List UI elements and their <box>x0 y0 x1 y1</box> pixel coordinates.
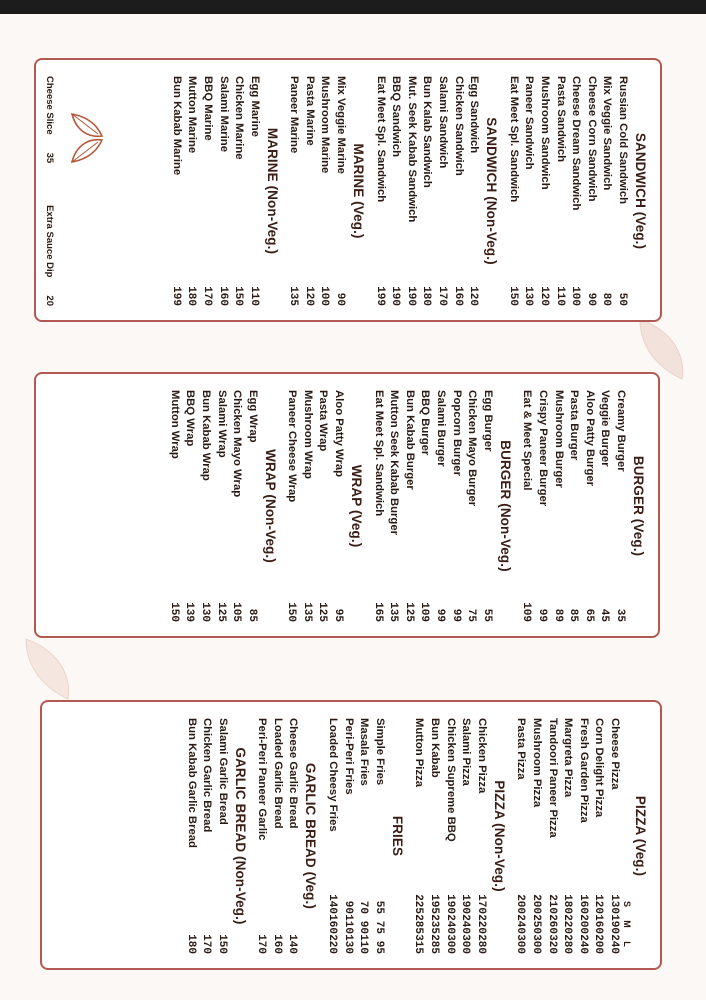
size-prices <box>591 894 606 954</box>
size-prices <box>528 894 543 954</box>
price-m: 235 <box>428 914 441 934</box>
size-prices <box>371 894 386 954</box>
price-s: 210 <box>545 894 558 914</box>
menu-item <box>340 718 356 954</box>
item-price: 125 <box>402 602 415 622</box>
item-name: Fresh Garden Pizza <box>577 718 590 823</box>
menu-item <box>519 390 535 622</box>
item-name: Margreta Pizza <box>562 718 575 798</box>
price-s: 200 <box>530 894 543 914</box>
item-price: 45 <box>598 608 611 622</box>
size-prices <box>513 894 528 954</box>
menu-item <box>269 718 285 954</box>
item-price: 170 <box>436 286 449 306</box>
price-m: 240 <box>443 914 456 934</box>
item-name: Salami Burger <box>435 390 448 467</box>
menu-item <box>568 76 584 306</box>
menu-item <box>215 76 231 306</box>
menu-item <box>505 76 521 306</box>
item-name: Peri-Peri Fries <box>342 718 355 795</box>
item-name: Pasta Burger <box>568 390 581 461</box>
extra-sauce-dip: Extra Sauce Dip20 <box>44 205 55 306</box>
menu-item <box>168 76 184 306</box>
item-price: 135 <box>387 602 400 622</box>
item-name: Chicken Mayo Wrap <box>231 390 244 498</box>
item-name: Salami Marine <box>217 76 230 152</box>
menu-item <box>229 390 245 622</box>
item-name: Mutton Wrap <box>168 390 181 459</box>
price-m: 75 <box>372 920 385 934</box>
item-name: Bun Kabab Burger <box>403 390 416 490</box>
menu-item <box>591 718 607 954</box>
menu-item <box>184 76 200 306</box>
menu-item <box>464 390 480 622</box>
item-name: Aloo Patty Burger <box>583 390 596 487</box>
price-m: 285 <box>412 914 425 934</box>
item-price: 199 <box>169 286 182 306</box>
menu-item <box>597 390 613 622</box>
menu-item <box>356 718 372 954</box>
price-m: 260 <box>545 914 558 934</box>
price-l: 240 <box>608 934 620 954</box>
menu-item <box>371 718 387 954</box>
item-price: 105 <box>230 602 243 622</box>
item-name: Egg Sandwich <box>468 76 481 154</box>
item-price: 180 <box>185 286 198 306</box>
menu-item <box>466 76 482 306</box>
garlic-veg-list <box>254 718 301 954</box>
item-price: 99 <box>536 608 549 622</box>
menu-item <box>411 718 427 954</box>
item-name: Veggie Burger <box>599 390 612 467</box>
menu-item <box>419 76 435 306</box>
price-s: 190 <box>443 894 456 914</box>
menu-item <box>214 718 230 954</box>
item-name: Salami Sandwich <box>437 76 450 169</box>
price-l: 300 <box>514 934 527 954</box>
menu-item <box>552 76 568 306</box>
item-name: Mushroom Marine <box>319 76 332 174</box>
item-price: 160 <box>216 286 229 306</box>
item-name: Bun Kabab Garlic Bread <box>185 718 198 848</box>
item-name: Masala Fries <box>358 718 371 786</box>
menu-item <box>388 76 404 306</box>
menu-item <box>583 76 599 306</box>
price-m: 90 <box>357 920 370 934</box>
section-title: WRAP (Veg.) <box>349 464 365 548</box>
item-price: 89 <box>551 608 564 622</box>
item-price: 99 <box>449 608 462 622</box>
menu-item <box>473 718 489 954</box>
price-s: 190 <box>459 894 472 914</box>
size-prices <box>458 894 473 954</box>
item-name: Cheese Corn Sandwich <box>585 76 598 202</box>
section-title: MARINE (Non-Veg.) <box>264 127 280 255</box>
item-name: Corn Delight Pizza <box>593 718 606 818</box>
price-l: 95 <box>372 940 385 954</box>
price-s: 180 <box>561 894 574 914</box>
panel-2-sections <box>166 390 646 622</box>
section-title: BURGER (Veg.) <box>631 455 646 557</box>
item-price: 165 <box>371 602 384 622</box>
item-name: Mutton Seek Kabab Burger <box>388 390 401 535</box>
size-prices <box>442 894 457 954</box>
menu-item <box>284 390 300 622</box>
size-prices <box>544 894 559 954</box>
faded-leaf-decoration-icon <box>16 634 76 704</box>
menu-item <box>285 718 301 954</box>
menu-item <box>614 76 630 306</box>
item-name: Egg Marine <box>248 76 261 137</box>
item-price: 170 <box>200 934 213 954</box>
item-price: 140 <box>286 934 299 954</box>
menu-item <box>426 718 442 954</box>
item-name: BBQ Burger <box>419 390 432 456</box>
item-price: 139 <box>183 602 196 622</box>
menu-item <box>528 718 544 954</box>
price-s: 225 <box>412 894 425 914</box>
pizza-veg-list <box>513 718 622 954</box>
item-name: Salami Wrap <box>215 390 228 458</box>
garlic-nonveg-list <box>183 718 230 954</box>
price-m: 160 <box>326 914 339 934</box>
scan-top-edge <box>0 0 706 14</box>
item-name: Mix Veggie Marine <box>335 76 348 174</box>
price-l: 130 <box>341 934 354 954</box>
item-name: Paneer Marine <box>288 76 301 154</box>
item-name: Chicken Sandwich <box>452 76 465 176</box>
price-m: 160 <box>592 914 605 934</box>
price-l: 280 <box>474 934 487 954</box>
item-price: 50 <box>616 292 628 306</box>
item-name: Mut. Seek Kabab Sandwich <box>405 76 418 223</box>
item-name: Pasta Marine <box>303 76 316 146</box>
menu-item <box>544 718 560 954</box>
size-prices <box>426 894 441 954</box>
item-name: Mushroom Sandwich <box>539 76 552 190</box>
panel-1-sections <box>168 76 648 306</box>
price-s: 200 <box>514 894 527 914</box>
menu-item <box>182 390 198 622</box>
menu-item <box>166 390 182 622</box>
menu-item <box>333 76 349 306</box>
item-price: 110 <box>247 286 260 306</box>
menu-panel-sandwich-marine <box>34 58 662 322</box>
menu-item <box>386 390 402 622</box>
menu-item <box>231 76 247 306</box>
menu-item <box>417 390 433 622</box>
price-l: 200 <box>592 934 605 954</box>
menu-item <box>432 390 448 622</box>
item-name: Eat Meet Spl. Sandwich <box>372 390 385 517</box>
item-price: 120 <box>467 286 480 306</box>
item-name: Cheese Dream Sandwich <box>570 76 583 211</box>
menu-item <box>566 390 582 622</box>
price-s: 130 <box>608 894 620 914</box>
item-name: Loaded Cheesy Fries <box>327 718 340 832</box>
item-name: Creamy Burger <box>615 390 627 472</box>
price-s: 170 <box>474 894 487 914</box>
item-price: 135 <box>300 602 313 622</box>
price-l: 320 <box>545 934 558 954</box>
menu-item <box>183 718 199 954</box>
item-name: Egg Burger <box>481 390 494 452</box>
item-name: Chicken Marine <box>233 76 246 160</box>
item-name: Mushroom Burger <box>552 390 565 488</box>
section-title: MARINE (Veg.) <box>351 143 367 239</box>
menu-item <box>450 76 466 306</box>
section-title: GARLIC BREAD (Non-Veg.) <box>232 747 248 925</box>
section-title: GARLIC BREAD (Veg.) <box>303 763 319 909</box>
rotated-menu-spread <box>0 14 706 1000</box>
menu-item <box>606 718 622 954</box>
menu-item <box>442 718 458 954</box>
menu-item <box>479 390 495 622</box>
menu-item <box>244 390 260 622</box>
item-price: 100 <box>569 286 582 306</box>
item-name: Pasta Wrap <box>317 390 330 452</box>
menu-panel-burger-wrap <box>34 372 660 638</box>
menu-item <box>199 718 215 954</box>
item-price: 80 <box>600 292 613 306</box>
item-price: 135 <box>287 286 300 306</box>
section-title: FRIES <box>389 815 405 857</box>
cheese-slice-extra: Cheese Slice35 <box>44 76 55 164</box>
section-title: WRAP (Non-Veg.) <box>262 449 278 563</box>
item-name: Cheese Garlic Bread <box>287 718 300 829</box>
item-name: Simple Fries <box>373 718 386 786</box>
size-prices <box>325 894 340 954</box>
item-name: Salami Pizza <box>460 718 473 786</box>
menu-item <box>401 390 417 622</box>
size-prices <box>575 894 590 954</box>
menu-item <box>581 390 597 622</box>
menu-item <box>550 390 566 622</box>
item-price: 160 <box>451 286 464 306</box>
price-l: 300 <box>459 934 472 954</box>
item-price: 109 <box>418 602 431 622</box>
menu-item <box>301 76 317 306</box>
item-price: 180 <box>184 934 197 954</box>
menu-item <box>315 390 331 622</box>
item-price: 100 <box>318 286 331 306</box>
price-l: 300 <box>443 934 456 954</box>
menu-item <box>612 390 628 622</box>
item-price: 35 <box>614 608 626 622</box>
item-name: Russian Cold Sandwich <box>617 76 629 205</box>
item-price: 120 <box>538 286 551 306</box>
item-name: Paneer Sandwich <box>523 76 536 170</box>
menu-item <box>197 390 213 622</box>
item-price: 85 <box>567 608 580 622</box>
item-name: Mutton Pizza <box>413 718 426 788</box>
item-price: 75 <box>465 608 478 622</box>
item-name: Loaded Garlic Bread <box>271 718 284 829</box>
price-s: 120 <box>592 894 605 914</box>
price-s: 140 <box>326 894 339 914</box>
menu-item <box>458 718 474 954</box>
menu-item <box>599 76 615 306</box>
item-name: Aloo Patty Wrap <box>333 390 346 478</box>
price-l: 220 <box>326 934 339 954</box>
item-price: 125 <box>316 602 329 622</box>
item-name: Chicken Pizza <box>475 718 488 794</box>
menu-item <box>403 76 419 306</box>
price-m: 200 <box>576 914 589 934</box>
menu-item <box>246 76 262 306</box>
menu-item <box>434 76 450 306</box>
item-name: Mushroom Pizza <box>531 718 544 808</box>
menu-item <box>536 76 552 306</box>
menu-sheet <box>0 14 706 1000</box>
item-name: Eat & Meet Special <box>521 390 534 491</box>
price-m: 220 <box>474 914 487 934</box>
price-l: 315 <box>412 934 425 954</box>
leaf-ornament-icon <box>66 108 106 168</box>
size-header: S M L <box>622 900 632 947</box>
menu-item <box>372 76 388 306</box>
menu-item <box>286 76 302 306</box>
item-price: 109 <box>520 602 533 622</box>
price-s: 195 <box>428 894 441 914</box>
price-m: 190 <box>608 914 620 934</box>
fries-list <box>325 718 387 954</box>
item-name: Pasta Sandwich <box>554 76 567 163</box>
menu-item <box>448 390 464 622</box>
item-name: Peri-Peri Paneer Garlic <box>256 718 269 841</box>
item-name: Tandoori Paneer Pizza <box>546 718 559 838</box>
section-title: SANDWICH (Veg.) <box>633 132 648 250</box>
price-l: 110 <box>357 934 370 954</box>
item-price: 180 <box>420 286 433 306</box>
item-price: 99 <box>434 608 447 622</box>
price-m: 250 <box>530 914 543 934</box>
item-price: 85 <box>245 608 258 622</box>
item-name: BBQ Wrap <box>184 390 197 447</box>
menu-item <box>325 718 341 954</box>
item-price: 95 <box>332 608 345 622</box>
item-name: Mix Veggie Sandwich <box>601 76 614 191</box>
item-price: 150 <box>167 602 180 622</box>
item-price: 65 <box>582 608 595 622</box>
menu-item <box>534 390 550 622</box>
item-name: Paneer Cheese Wrap <box>286 390 299 503</box>
item-price: 150 <box>215 934 228 954</box>
item-name: Chicken Mayo Burger <box>466 390 479 507</box>
item-name: Bun Kabab Marine <box>170 76 183 176</box>
item-price: 160 <box>270 934 283 954</box>
item-name: BBQ Marine <box>201 76 214 141</box>
item-name: Cheese Pizza <box>609 718 621 790</box>
section-title: PIZZA (Non-Veg.) <box>491 780 507 892</box>
menu-panel-pizza-fries-garlic <box>40 700 662 970</box>
extras-footer <box>44 76 55 306</box>
menu-item <box>254 718 270 954</box>
menu-item <box>331 390 347 622</box>
menu-item <box>370 390 386 622</box>
item-price: 120 <box>302 286 315 306</box>
item-price: 55 <box>480 608 493 622</box>
menu-item <box>560 718 576 954</box>
item-price: 150 <box>506 286 519 306</box>
price-l: 240 <box>576 934 589 954</box>
size-prices <box>340 894 355 954</box>
menu-item <box>317 76 333 306</box>
menu-item <box>199 76 215 306</box>
section-title: SANDWICH (Non-Veg.) <box>484 117 500 265</box>
item-price: 199 <box>373 286 386 306</box>
item-price: 170 <box>200 286 213 306</box>
pizza-nonveg-list <box>411 718 489 954</box>
item-price: 130 <box>198 602 211 622</box>
item-price: 110 <box>553 286 566 306</box>
item-name: Mushroom Wrap <box>301 390 314 479</box>
price-l: 280 <box>561 934 574 954</box>
size-prices <box>356 894 371 954</box>
menu-item <box>213 390 229 622</box>
item-price: 130 <box>522 286 535 306</box>
item-price: 125 <box>214 602 227 622</box>
size-prices <box>411 894 426 954</box>
item-name: Eat Meet Spl. Sandwich <box>374 76 387 203</box>
item-name: Bun Kabab Wrap <box>199 390 212 481</box>
item-name: Eat Meet Spl. Sandwich <box>507 76 520 203</box>
menu-item <box>299 390 315 622</box>
item-name: Bun Kalab Sandwich <box>421 76 434 188</box>
item-price: 190 <box>389 286 402 306</box>
item-name: Salami Garlic Bread <box>216 718 229 825</box>
item-name: Mutton Marine <box>186 76 199 154</box>
price-m: 110 <box>341 914 354 934</box>
item-price: 90 <box>584 292 597 306</box>
section-title: PIZZA (Veg.) <box>633 795 648 877</box>
menu-item <box>575 718 591 954</box>
price-s: 160 <box>576 894 589 914</box>
item-name: Popcorn Burger <box>450 390 463 476</box>
item-price: 150 <box>232 286 245 306</box>
price-m: 240 <box>459 914 472 934</box>
price-l: 285 <box>428 934 441 954</box>
item-price: 190 <box>404 286 417 306</box>
item-name: Crispy Paneer Burger <box>537 390 550 507</box>
item-price: 170 <box>255 934 268 954</box>
item-name: Pasta Pizza <box>515 718 528 780</box>
item-name: Chicken Garlic Bread <box>201 718 214 833</box>
size-prices <box>606 894 621 954</box>
price-l: 300 <box>530 934 543 954</box>
item-price: 90 <box>334 292 347 306</box>
menu-item <box>513 718 529 954</box>
size-prices <box>473 894 488 954</box>
item-name: Bun Kabab <box>429 718 442 778</box>
item-name: Chicken Supreme BBQ <box>444 718 457 842</box>
menu-item <box>521 76 537 306</box>
price-s: 55 <box>372 900 385 914</box>
price-m: 220 <box>561 914 574 934</box>
size-prices <box>560 894 575 954</box>
section-title: BURGER (Non-Veg.) <box>497 440 513 572</box>
price-s: 70 <box>357 900 370 914</box>
item-price: 150 <box>285 602 298 622</box>
price-m: 240 <box>514 914 527 934</box>
item-name: Egg Wrap <box>246 390 259 443</box>
price-s: 90 <box>341 900 354 914</box>
item-name: BBQ Sandwich <box>390 76 403 157</box>
